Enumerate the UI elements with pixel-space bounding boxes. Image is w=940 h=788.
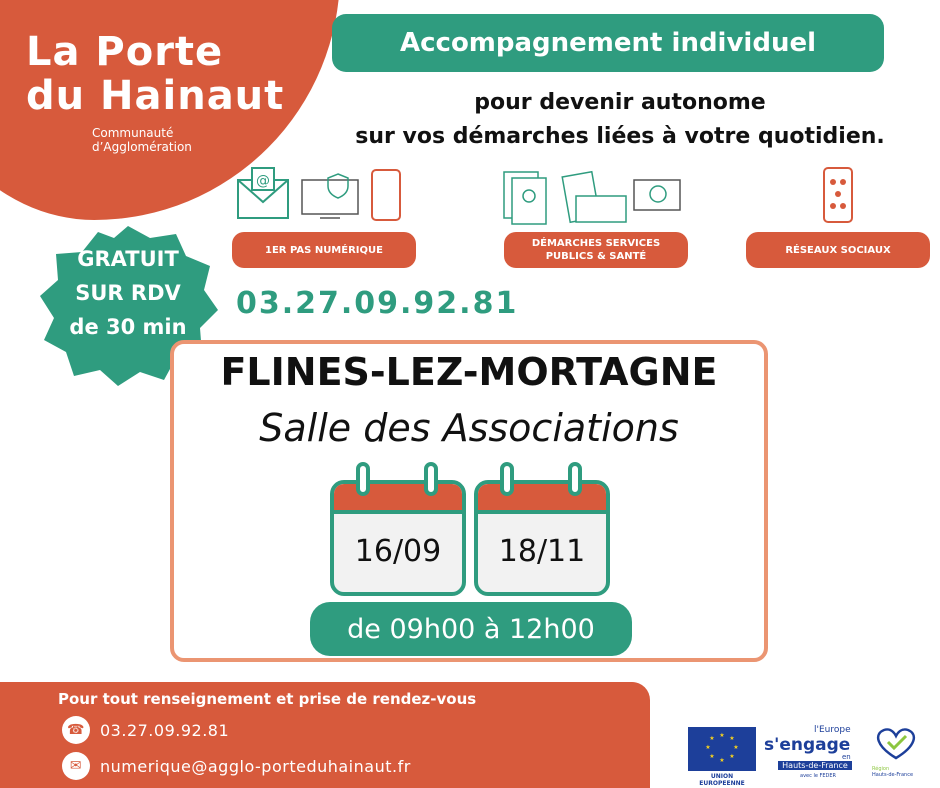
badge-text: GRATUIT SUR RDV de 30 min <box>69 247 187 339</box>
calendar-date-2 <box>474 480 610 596</box>
svg-text:★: ★ <box>729 735 735 742</box>
region-heart-icon <box>868 726 924 762</box>
europe-engage-logo: l'Europe s'engage en Hauts-de-France avec le FEDER <box>764 725 851 779</box>
footer-phone-number[interactable]: 03.27.09.92.81 <box>100 720 230 740</box>
calendar-ring-icon <box>500 462 514 496</box>
category-social-networks: RÉSEAUX SOCIAUX <box>746 232 930 268</box>
svg-text:★: ★ <box>719 757 725 764</box>
svg-text:★: ★ <box>733 744 739 751</box>
page-title: Accompagnement individuel <box>332 14 884 72</box>
documents-id-computer-icon <box>502 166 686 226</box>
svg-text:★: ★ <box>709 753 715 760</box>
region-hauts-de-france-logo: Région Hauts-de-France <box>868 726 924 782</box>
date-label: 16/09 <box>354 534 442 569</box>
digital-first-steps-icons <box>236 166 406 226</box>
svg-text:@: @ <box>256 173 270 189</box>
event-city: FLINES-LEZ-MORTAGNE <box>220 350 718 394</box>
calendar-ring-icon <box>568 462 582 496</box>
calendar-ring-icon <box>356 462 370 496</box>
calendar-header <box>478 484 606 514</box>
svg-text:★: ★ <box>719 732 725 739</box>
event-hours: de 09h00 à 12h00 <box>310 602 632 656</box>
category-digital-first-steps: 1ER PAS NUMÉRIQUE <box>232 232 416 268</box>
mail-icon: ✉ <box>62 752 90 780</box>
calendar-date-1 <box>330 480 466 596</box>
eu-label: UNION EUROPEENNE <box>699 773 745 787</box>
svg-text:★: ★ <box>729 753 735 760</box>
logo-subtitle: Communauté d’Agglomération <box>92 126 192 154</box>
social-networks-icon <box>820 166 856 226</box>
footer-email-address[interactable]: numerique@agglo-porteduhainaut.fr <box>100 756 411 776</box>
svg-text:★: ★ <box>705 744 711 751</box>
footer-email <box>62 752 411 780</box>
footer-phone <box>62 716 229 744</box>
calendar-header <box>334 484 462 514</box>
public-services-icons <box>502 166 686 226</box>
envelope-computer-phone-icon <box>236 166 406 226</box>
eu-flag-icon <box>688 727 756 771</box>
logo-wordmark: La Porte du Hainaut <box>26 29 285 119</box>
page-subtitle: pour devenir autonome sur vos démarches liées à votre quotidien. <box>355 90 885 149</box>
category-public-services-health: DÉMARCHES SERVICES PUBLICS & SANTÉ <box>504 232 688 268</box>
footer-title: Pour tout renseignement et prise de rendez-vous <box>58 690 477 708</box>
event-venue: Salle des Associations <box>259 406 679 450</box>
date-label: 18/11 <box>498 534 586 569</box>
phone-icon: ☎ <box>62 716 90 744</box>
phone-number-main: 03.27.09.92.81 <box>236 286 519 321</box>
smartphone-social-icon <box>820 166 856 226</box>
calendar-ring-icon <box>424 462 438 496</box>
svg-text:★: ★ <box>709 735 715 742</box>
